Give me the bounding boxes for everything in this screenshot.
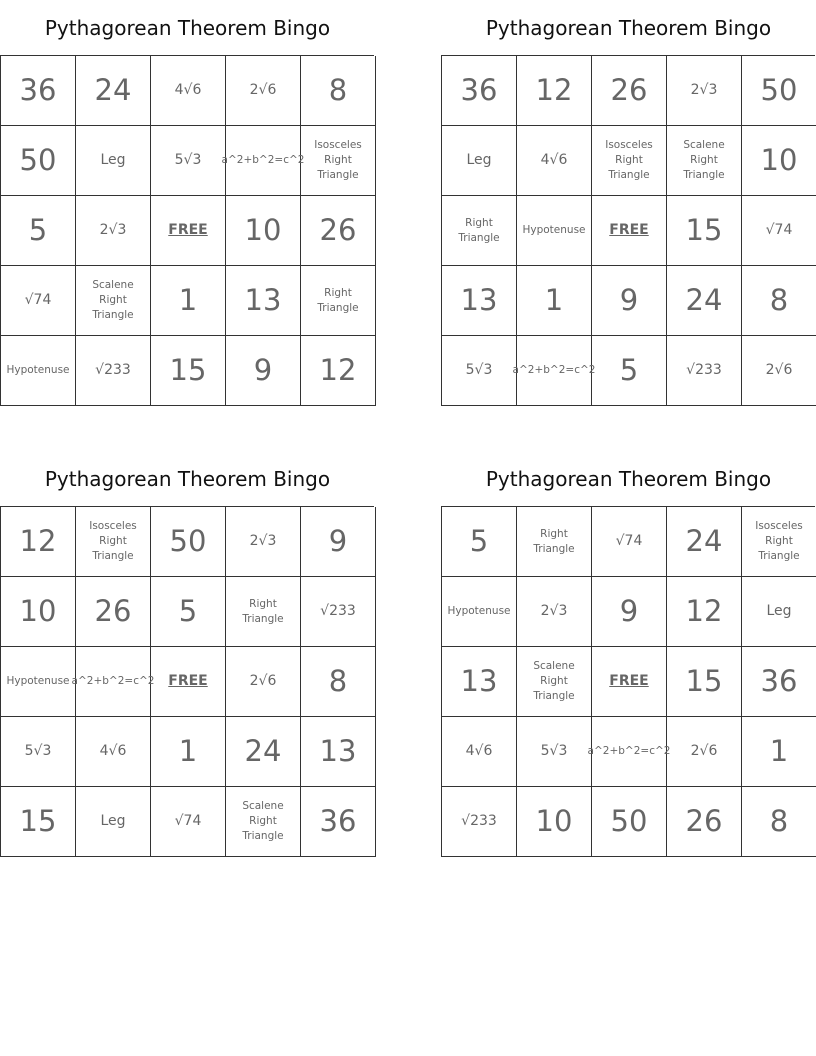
bingo-cell: 2√6 [226,647,301,717]
bingo-cell: 15 [1,787,76,857]
bingo-grid [0,55,374,406]
bingo-cell: 13 [301,717,376,787]
bingo-cell: 12 [301,336,376,406]
bingo-cell: a^2+b^2=c^2 [76,647,151,717]
bingo-grid [441,55,815,406]
bingo-cell: 9 [592,577,667,647]
bingo-cell: Leg [742,577,816,647]
bingo-cell: Scalene Right Triangle [667,126,742,196]
bingo-cell: √233 [667,336,742,406]
bingo-cell: Right Triangle [226,577,301,647]
bingo-cell: 36 [301,787,376,857]
bingo-cell: 2√3 [226,507,301,577]
bingo-cell: 10 [226,196,301,266]
bingo-cell: Scalene Right Triangle [517,647,592,717]
bingo-cell: 13 [442,266,517,336]
bingo-cell: 2√3 [667,56,742,126]
bingo-cell: Hypotenuse [517,196,592,266]
bingo-cell: 8 [742,266,816,336]
bingo-cell: 36 [742,647,816,717]
bingo-cell: 2√6 [226,56,301,126]
bingo-cell: 4√6 [517,126,592,196]
bingo-cell: 13 [226,266,301,336]
bingo-card-3 [0,451,375,857]
bingo-cell: 12 [1,507,76,577]
bingo-cell: 10 [517,787,592,857]
bingo-cell: 1 [151,717,226,787]
bingo-card-1 [0,0,375,406]
bingo-cell: 2√3 [76,196,151,266]
bingo-grid [441,506,815,857]
bingo-cell: a^2+b^2=c^2 [517,336,592,406]
bingo-cell: Isosceles Right Triangle [592,126,667,196]
bingo-grid [0,506,374,857]
bingo-card-2 [441,0,816,406]
bingo-cell: 5√3 [442,336,517,406]
bingo-cell: 2√3 [517,577,592,647]
bingo-cell: √74 [151,787,226,857]
card-title: Pythagorean Theorem Bingo [485,467,772,491]
bingo-cell: Isosceles Right Triangle [742,507,816,577]
bingo-cell: 8 [742,787,816,857]
bingo-cell: Scalene Right Triangle [76,266,151,336]
bingo-cell: √74 [1,266,76,336]
card-title: Pythagorean Theorem Bingo [44,467,331,491]
bingo-cell: Right Triangle [442,196,517,266]
bingo-cell: 50 [1,126,76,196]
bingo-cell: Leg [76,787,151,857]
bingo-cell: Right Triangle [301,266,376,336]
bingo-cell: 50 [151,507,226,577]
bingo-cell: 5√3 [517,717,592,787]
bingo-cell: 12 [517,56,592,126]
bingo-cell: 8 [301,647,376,717]
bingo-card-4 [441,451,816,857]
bingo-cell: 9 [226,336,301,406]
bingo-cell: Isosceles Right Triangle [76,507,151,577]
bingo-cell: √233 [301,577,376,647]
bingo-cell: 8 [301,56,376,126]
bingo-cell: 4√6 [76,717,151,787]
bingo-cell: 50 [742,56,816,126]
card-title: Pythagorean Theorem Bingo [44,16,331,40]
bingo-cell: Leg [442,126,517,196]
bingo-cell: 2√6 [742,336,816,406]
bingo-cell: a^2+b^2=c^2 [592,717,667,787]
bingo-cell: 50 [592,787,667,857]
bingo-cell: Hypotenuse [1,336,76,406]
bingo-cell: √233 [76,336,151,406]
bingo-cell: 26 [667,787,742,857]
bingo-cell: 10 [742,126,816,196]
bingo-cell: a^2+b^2=c^2 [226,126,301,196]
bingo-cell: √74 [592,507,667,577]
bingo-cell: Leg [76,126,151,196]
bingo-cell: 4√6 [442,717,517,787]
bingo-cell: 15 [667,196,742,266]
bingo-cell: 12 [667,577,742,647]
bingo-cell: √233 [442,787,517,857]
bingo-cell: 26 [301,196,376,266]
bingo-cell: Right Triangle [517,507,592,577]
bingo-cell: 13 [442,647,517,717]
free-space-cell: FREE [151,647,226,717]
bingo-cell: 24 [76,56,151,126]
free-space-cell: FREE [151,196,226,266]
bingo-cell: 24 [667,266,742,336]
bingo-cell: 2√6 [667,717,742,787]
bingo-cell: √74 [742,196,816,266]
bingo-cell: 15 [151,336,226,406]
bingo-cell: 26 [592,56,667,126]
bingo-cell: 10 [1,577,76,647]
bingo-cell: 1 [742,717,816,787]
card-title: Pythagorean Theorem Bingo [485,16,772,40]
bingo-cell: 9 [301,507,376,577]
bingo-cell: Isosceles Right Triangle [301,126,376,196]
bingo-cell: 5 [592,336,667,406]
bingo-cell: Scalene Right Triangle [226,787,301,857]
bingo-cell: 15 [667,647,742,717]
bingo-cell: 36 [442,56,517,126]
bingo-cell: 5√3 [151,126,226,196]
bingo-cell: 5 [151,577,226,647]
bingo-cell: 9 [592,266,667,336]
bingo-cell: 5 [442,507,517,577]
bingo-cell: 4√6 [151,56,226,126]
bingo-cell: 1 [517,266,592,336]
bingo-cell: 26 [76,577,151,647]
bingo-cell: Hypotenuse [442,577,517,647]
bingo-cell: Hypotenuse [1,647,76,717]
bingo-cell: 5√3 [1,717,76,787]
bingo-cell: 24 [226,717,301,787]
bingo-cell: 1 [151,266,226,336]
bingo-cell: 5 [1,196,76,266]
bingo-cell: 24 [667,507,742,577]
free-space-cell: FREE [592,647,667,717]
bingo-cell: 36 [1,56,76,126]
free-space-cell: FREE [592,196,667,266]
